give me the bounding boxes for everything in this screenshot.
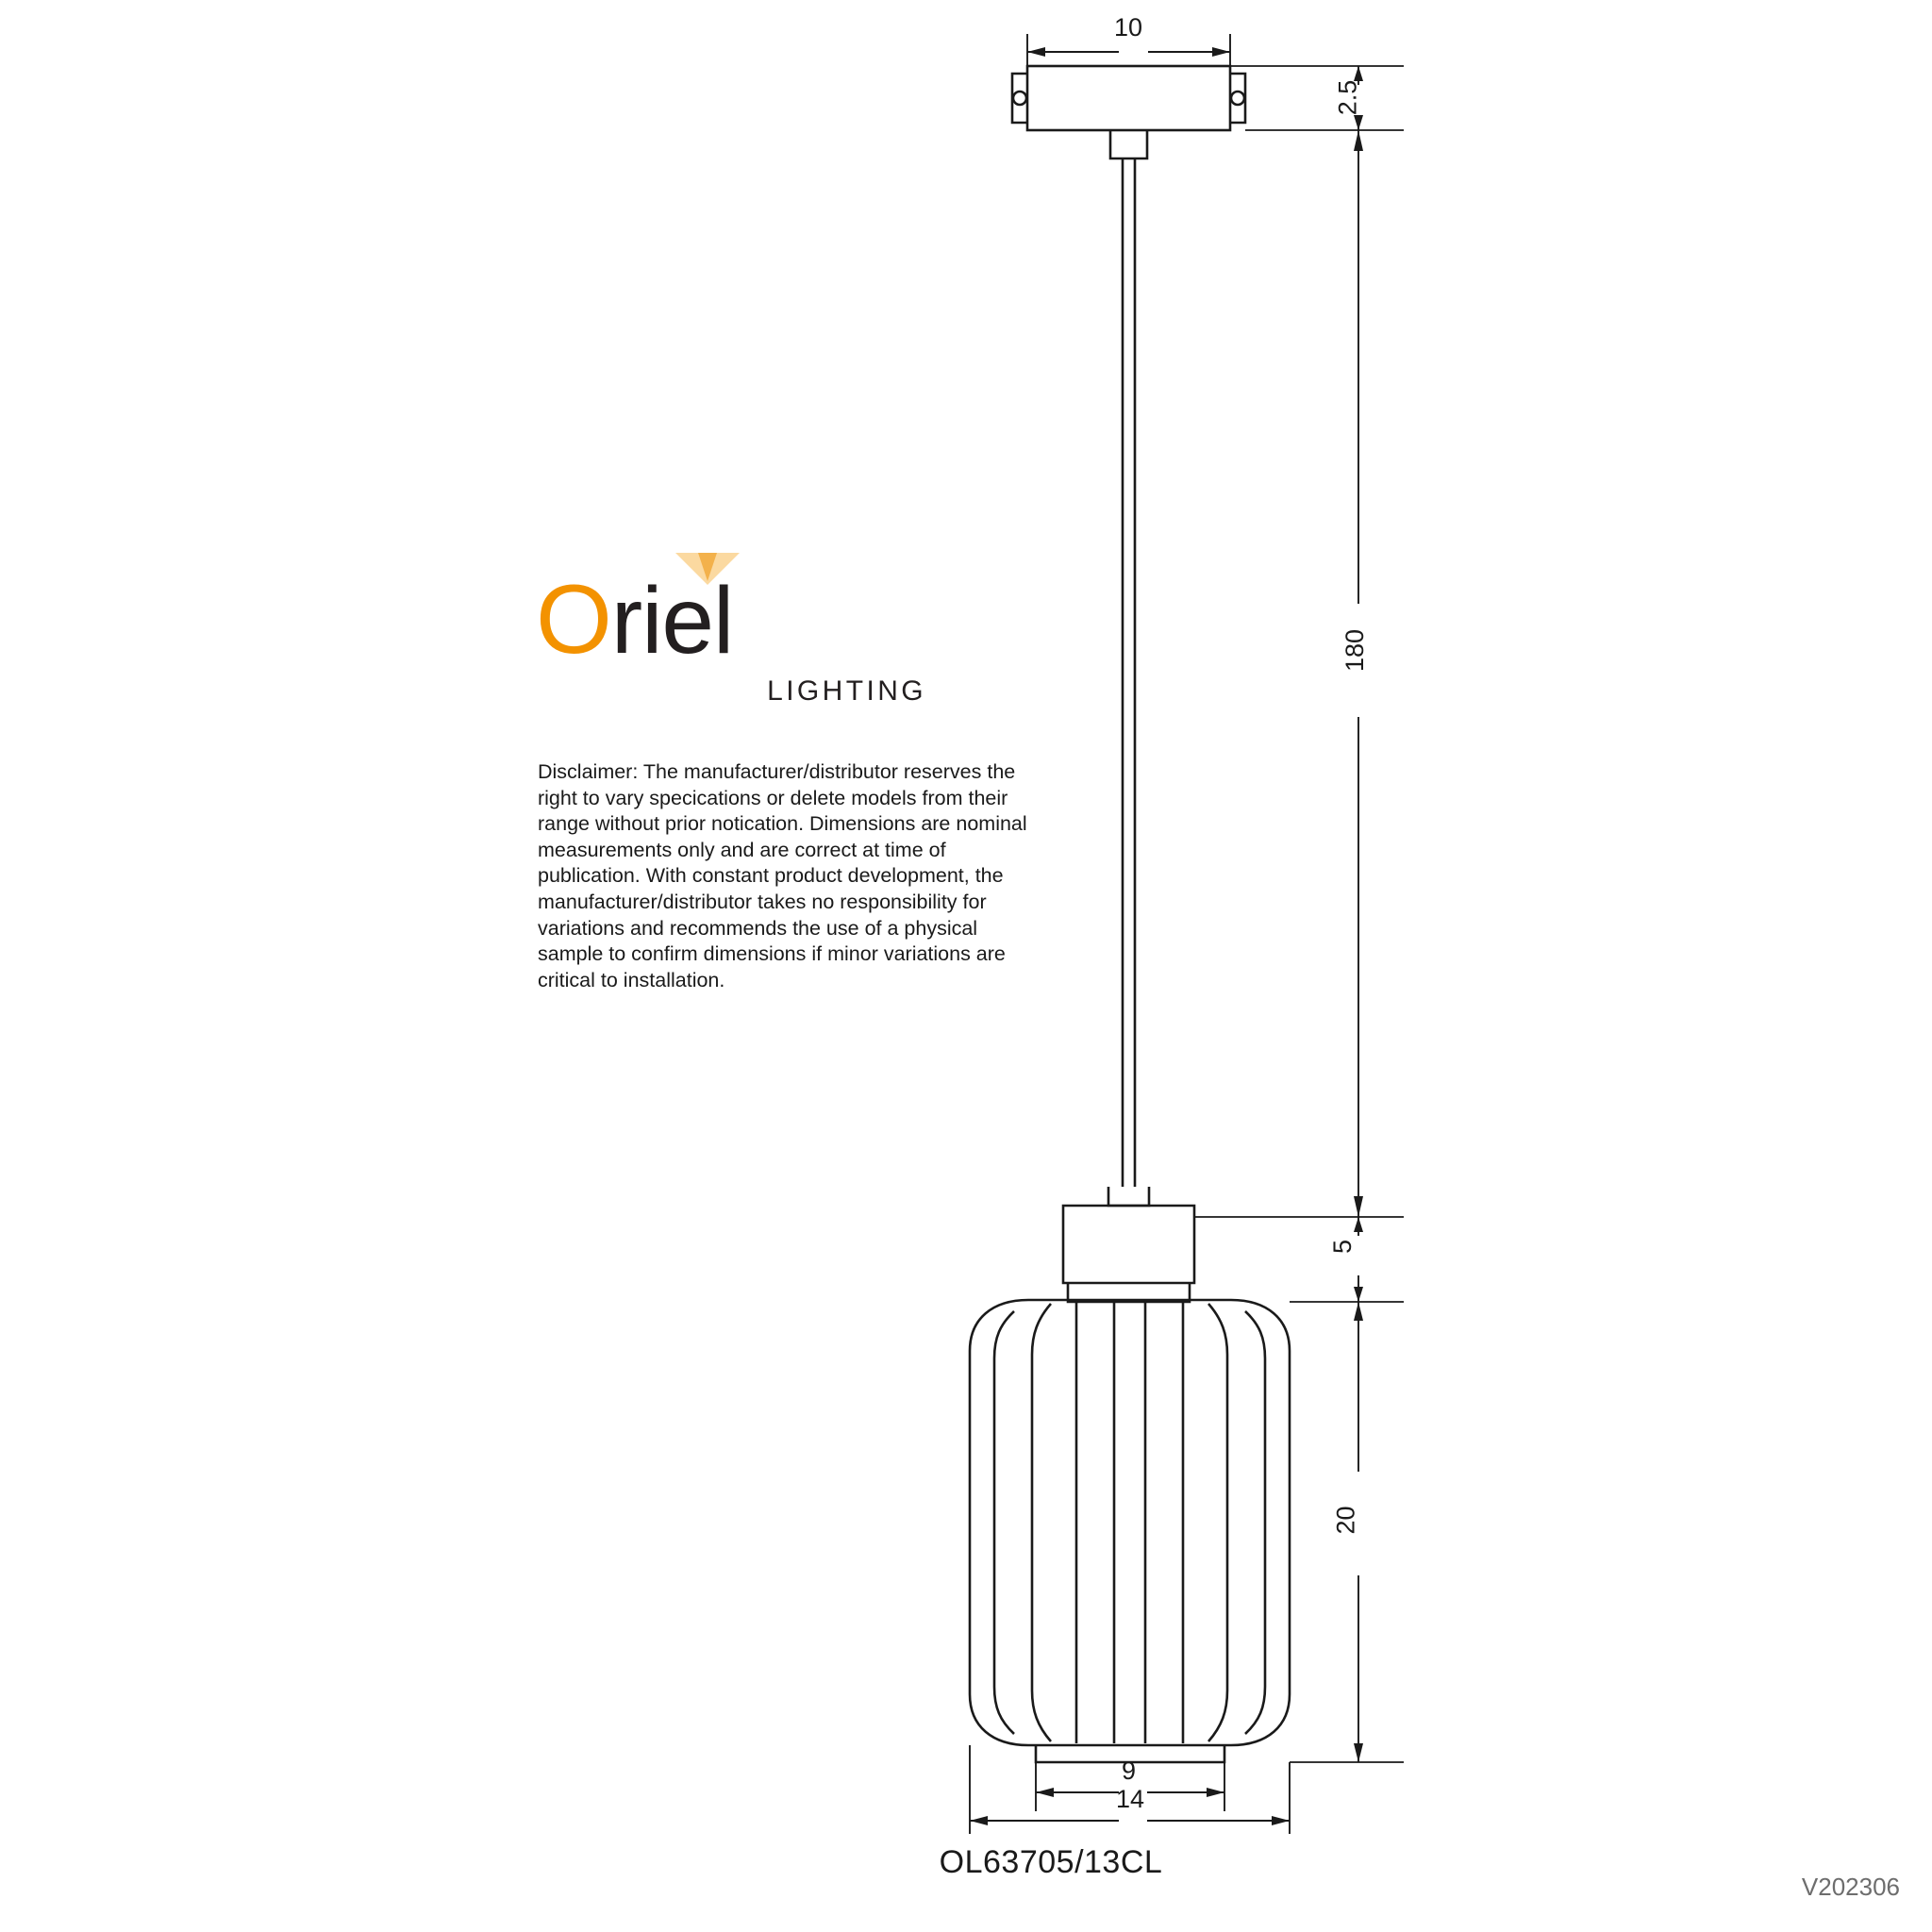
dimension-label-holder-height: 5 (1328, 1239, 1357, 1255)
dimension-label-shade-height: 20 (1331, 1506, 1360, 1535)
suspension-cable (1123, 158, 1135, 1187)
extension-lines (1194, 66, 1404, 1762)
dimension-label-canopy-width: 10 (1114, 13, 1143, 42)
oriel-logo (536, 565, 932, 708)
brand-wordmark (536, 565, 932, 675)
dimension-label-canopy-height: 2.5 (1333, 79, 1362, 116)
dimension-label-max-width: 14 (1116, 1785, 1145, 1813)
brand-letters-riel: riel (610, 568, 734, 674)
brand-letter-o: O (536, 565, 611, 675)
version-code: V202306 (1801, 1873, 1900, 1901)
dimension-label-suspension-drop: 180 (1341, 628, 1370, 673)
dimension-holder-height (1354, 1217, 1363, 1302)
dimension-suspension-drop (1354, 130, 1363, 1217)
model-code-text: OL63705/13CL (939, 1844, 1163, 1880)
glass-shade (970, 1300, 1290, 1762)
ceiling-canopy (1012, 66, 1245, 158)
model-code (0, 1844, 1932, 1881)
lamp-glow-icon (698, 553, 717, 581)
dimension-label-base-width: 9 (1122, 1757, 1137, 1785)
brand-subtitle: LIGHTING (767, 675, 926, 707)
lamp-holder (1063, 1187, 1194, 1302)
disclaimer-text: Disclaimer: The manufacturer/distributor reserves the right to vary specications or delete models from their range without prior notication. Dimensions are nominal measurements only and are correct at time of publication. With constant product development, the manufacturer/distributor takes no responsibility for variations and recommends the use of a physical sample to confirm dimensions if minor variations are critical to installation. (538, 760, 1027, 991)
